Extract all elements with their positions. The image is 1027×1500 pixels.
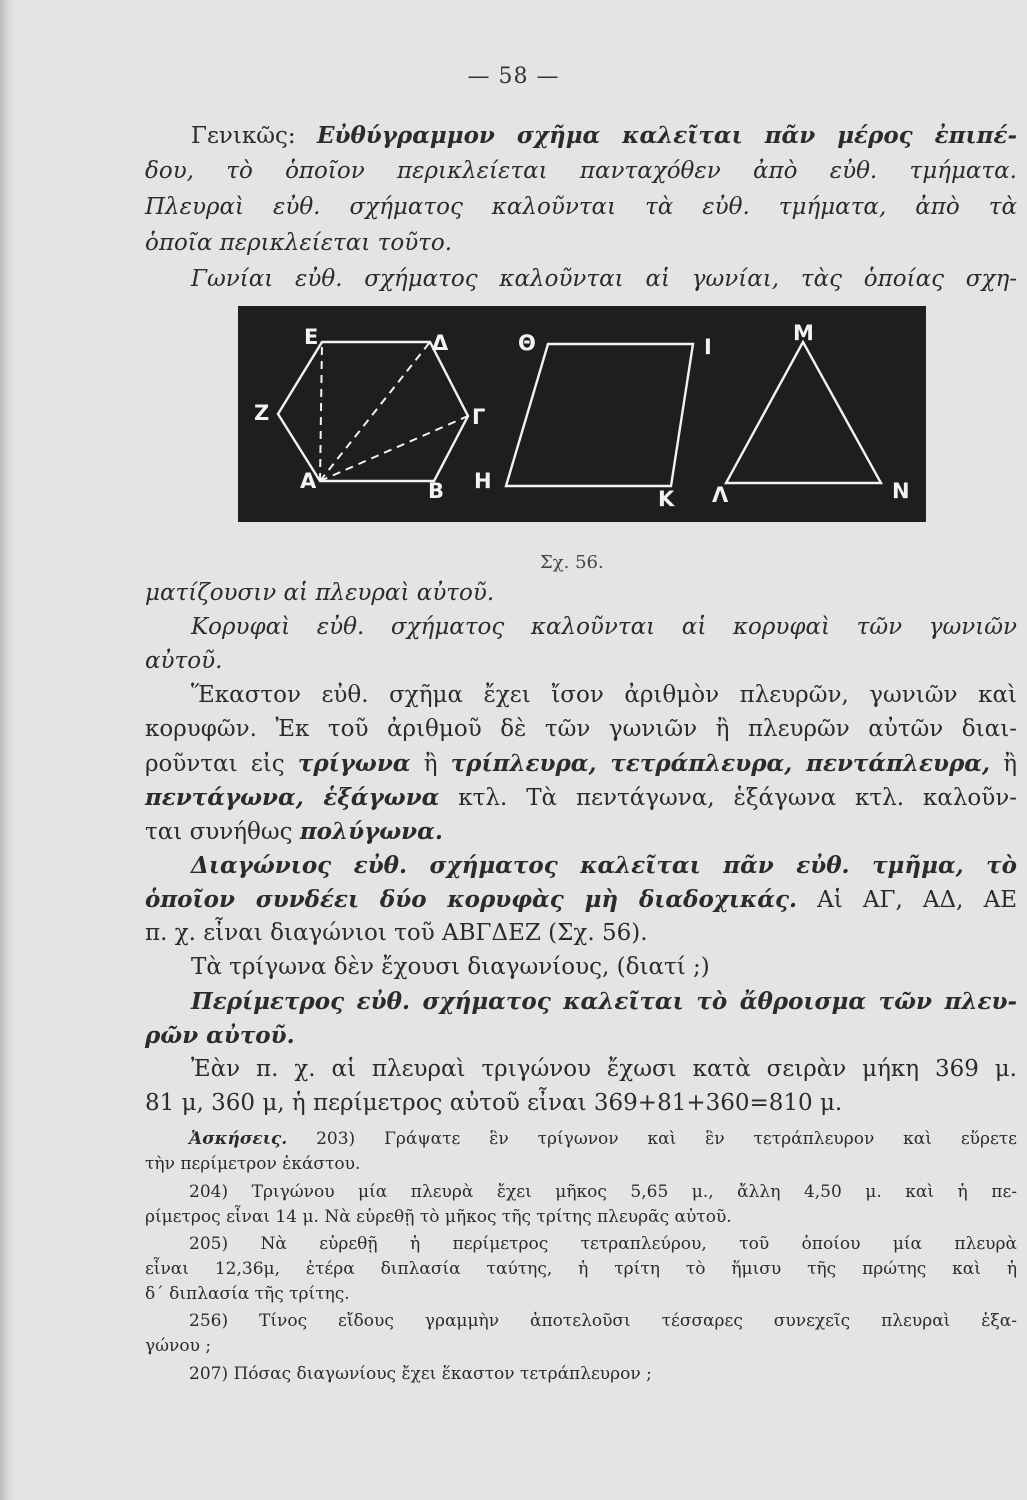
text-run: ἢ bbox=[410, 751, 451, 777]
text-line: 81 μ, 360 μ, ἡ περίμετρος αὐτοῦ εἶναι 369+81+360=810 μ. bbox=[145, 1090, 843, 1116]
text-line: Ἐὰν π. χ. αἱ πλευραὶ τριγώνου ἔχωσι κατὰ σειρὰν μήκη 369 μ. bbox=[191, 1056, 1017, 1082]
page-number: — 58 — bbox=[467, 64, 560, 89]
label-d: Δ bbox=[432, 331, 449, 355]
triangle-shape bbox=[726, 342, 881, 483]
term: ὁποῖον συνδέει δύο κορυφὰς μὴ διαδοχικάς. bbox=[145, 886, 798, 913]
text-line bbox=[145, 820, 1017, 854]
label-b: Β bbox=[428, 479, 445, 503]
term: πεντάγωνα, ἑξάγωνα bbox=[145, 784, 440, 811]
text-line: εἶναι 12,36μ, ἑτέρα διπλασία ταύτης, ἡ τρίτη τὸ ἥμισυ τῆς πρώτης καὶ ἡ bbox=[145, 1259, 1017, 1279]
body-text bbox=[145, 582, 1017, 1126]
exercises-label: Ἀσκήσεις. bbox=[189, 1129, 288, 1149]
text-run: 203) Γράψατε ἓν τρίγωνον καὶ ἓν τετράπλευρον καὶ εὕρετε bbox=[287, 1129, 1017, 1149]
text-line: π. χ. εἶναι διαγώνιοι τοῦ ΑΒΓΔΕΖ (Σχ. 56). bbox=[145, 920, 648, 946]
text-line: ματίζουσιν αἱ πλευραὶ αὐτοῦ. bbox=[145, 580, 495, 606]
text-line bbox=[145, 124, 1017, 160]
parallelogram-shape bbox=[506, 344, 693, 486]
exercise-256: 256) Τίνος εἴδους γραμμὴν ἀποτελοῦσι τέσσαρες συνεχεῖς πλευραὶ ἑξα- bbox=[189, 1311, 1017, 1331]
text-line: Τὰ τρίγωνα δὲν ἔχουσι διαγωνίους, (διατί ;) bbox=[191, 954, 710, 980]
text-line bbox=[145, 786, 1017, 820]
text-line: Κορυφαὶ εὐθ. σχήματος καλοῦνται αἱ κορυφαὶ τῶν γωνιῶν bbox=[191, 614, 1017, 640]
term: τρίγωνα bbox=[297, 750, 411, 777]
label-z: Ζ bbox=[254, 401, 270, 425]
label-m: Μ bbox=[793, 321, 814, 345]
exercise-204: 204) Τριγώνου μία πλευρὰ ἔχει μῆκος 5,65 μ., ἄλλη 4,50 μ. καὶ ἡ πε- bbox=[189, 1182, 1017, 1202]
text-line: τὴν περίμετρον ἑκάστου. bbox=[145, 1154, 361, 1174]
label-i: Ι bbox=[704, 335, 712, 359]
label-n: Ν bbox=[892, 479, 910, 503]
text-line: Γωνίαι εὐθ. σχήματος καλοῦνται αἱ γωνίαι, τὰς ὁποίας σχη- bbox=[191, 266, 1017, 292]
diagonal-ae bbox=[320, 342, 322, 481]
figure-56 bbox=[238, 306, 926, 522]
definition-term: Εὐθύγραμμον σχῆμα καλεῖται πᾶν μέρος ἐπιπέ- bbox=[316, 122, 1017, 149]
exercises bbox=[145, 1131, 1017, 1391]
text-line: αὐτοῦ. bbox=[145, 648, 223, 674]
text-line bbox=[145, 888, 1017, 922]
label-k: Κ bbox=[658, 487, 675, 511]
exercise-205: 205) Νὰ εὑρεθῇ ἡ περίμετρος τετραπλεύρου, τοῦ ὁποίου μία πλευρὰ bbox=[189, 1234, 1017, 1254]
text-line: ρῶν αὐτοῦ. bbox=[145, 1022, 295, 1049]
figure-drawing bbox=[238, 306, 926, 522]
text-line: ὁποῖα περικλείεται τοῦτο. bbox=[145, 230, 453, 256]
label-h: Η bbox=[474, 469, 492, 493]
diagonal-ad bbox=[320, 342, 430, 481]
term: πολύγωνα. bbox=[299, 818, 443, 845]
text-run: Αἱ ΑΓ, ΑΔ, ΑΕ bbox=[797, 887, 1017, 913]
label-g: Γ bbox=[472, 405, 486, 429]
exercise-207: 207) Πόσας διαγωνίους ἔχει ἕκαστον τετράπλευρον ; bbox=[189, 1364, 652, 1384]
text-line: Ἕκαστον εὐθ. σχῆμα ἔχει ἴσον ἀριθμὸν πλευρῶν, γωνιῶν καὶ bbox=[191, 682, 1017, 708]
text-line: γώνου ; bbox=[145, 1336, 212, 1356]
text-line: Διαγώνιος εὐθ. σχήματος καλεῖται πᾶν εὐθ. τμῆμα, τὸ bbox=[191, 852, 1017, 879]
label-e: Ε bbox=[304, 325, 319, 349]
text-line: δου, τὸ ὁποῖον περικλείεται πανταχόθεν ἀπὸ εὐθ. τμήματα. bbox=[145, 158, 1017, 184]
text-line bbox=[145, 752, 1017, 786]
figure-caption: Σχ. 56. bbox=[540, 552, 604, 573]
exercise-203 bbox=[145, 1131, 1017, 1156]
text-run: Γενικῶς: bbox=[191, 123, 317, 149]
label-l: Λ bbox=[712, 483, 729, 507]
text-line: Περίμετρος εὐθ. σχήματος καλεῖται τὸ ἄθροισμα τῶν πλευ- bbox=[191, 988, 1017, 1015]
text-line: κορυφῶν. Ἐκ τοῦ ἀριθμοῦ δὲ τῶν γωνιῶν ἢ πλευρῶν αὐτῶν διαι- bbox=[145, 716, 1017, 742]
text-run: ἢ bbox=[990, 751, 1018, 777]
hexagon-shape bbox=[278, 342, 468, 481]
top-text bbox=[145, 124, 1017, 304]
text-run: ροῦνται εἰς bbox=[145, 751, 298, 777]
text-line: Πλευραὶ εὐθ. σχήματος καλοῦνται τὰ εὐθ. τμήματα, ἀπὸ τὰ bbox=[145, 194, 1017, 220]
text-line: δ΄ διπλασία τῆς τρίτης. bbox=[145, 1284, 350, 1304]
term: τρίπλευρα, τετράπλευρα, πεντάπλευρα, bbox=[450, 750, 991, 777]
text-line: ρίμετρος εἶναι 14 μ. Νὰ εὑρεθῇ τὸ μῆκος τῆς τρίτης πλευρᾶς αὐτοῦ. bbox=[145, 1207, 732, 1227]
page-edge bbox=[0, 0, 14, 1500]
text-run: ται συνήθως bbox=[145, 819, 300, 845]
label-a: Α bbox=[300, 469, 317, 493]
diagonal-ag bbox=[320, 416, 468, 481]
label-th: Θ bbox=[518, 331, 536, 355]
text-run: κτλ. Τὰ πεντάγωνα, ἑξάγωνα κτλ. καλοῦν- bbox=[439, 785, 1018, 811]
